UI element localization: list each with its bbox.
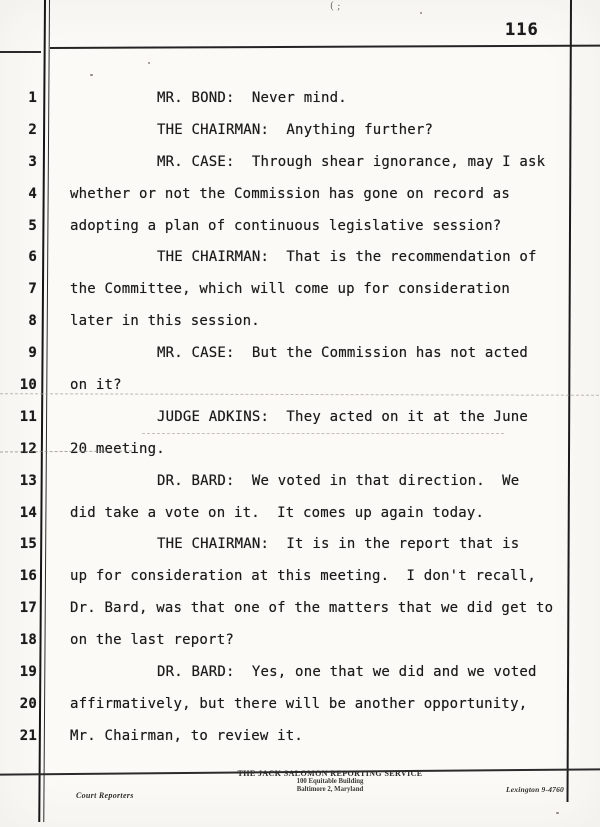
footer-address-line1: 100 Equitable Building [296,778,364,785]
transcript-line [0,281,600,313]
transcript-line [0,505,600,537]
line-number: 20 [19,695,37,712]
line-number: 17 [19,600,37,617]
line-number: 8 [28,313,37,330]
line-text: on it? [70,377,122,394]
line-text: DR. BARD: Yes, one that we did and we voted [157,664,537,681]
transcript-line [0,664,600,696]
line-text: 20 meeting. [70,440,165,457]
line-number: 4 [28,185,37,202]
line-number: 10 [19,377,37,394]
line-number: 3 [28,153,37,170]
transcript-body [0,90,600,760]
line-text: MR. BOND: Never mind. [157,90,347,106]
scan-speck [420,12,422,14]
footer-service-name: THE JACK SALOMON REPORTING SERVICE [237,769,423,778]
line-text: adopting a plan of continuous legislative session? [70,217,502,234]
line-number: 9 [28,345,37,362]
transcript-line [0,313,600,345]
transcript-line [0,154,600,186]
scan-speck [90,74,93,76]
transcript-line [0,441,600,473]
footer-reporting-service [220,770,440,793]
line-number: 21 [19,727,37,744]
footer-phone-number: Lexington 9-4760 [506,785,564,794]
line-text: whether or not the Commission has gone on record as [70,185,511,202]
line-number: 5 [28,217,37,234]
line-text: THE CHAIRMAN: That is the recommendation of [157,249,537,266]
footer-court-reporters: Court Reporters [76,791,134,800]
line-text: the Committee, which will come up for consideration [70,281,511,298]
line-number: 1 [28,90,37,106]
top-rule [50,45,600,49]
line-text: THE CHAIRMAN: Anything further? [157,121,434,138]
transcript-line [0,473,600,505]
transcript-line [0,568,600,600]
scan-speck [556,812,559,814]
transcript-line [0,600,600,632]
line-number: 2 [28,121,37,138]
top-rule-left-stub [0,51,41,53]
transcript-line [0,696,600,728]
line-number: 16 [19,568,37,585]
line-number: 12 [19,440,37,457]
line-text: MR. CASE: But the Commission has not acted [157,345,529,362]
line-text: later in this session. [70,313,260,330]
line-number: 7 [28,281,37,298]
transcript-line [0,249,600,281]
transcript-line [0,186,600,218]
transcript-line [0,122,600,154]
line-text: THE CHAIRMAN: It is in the report that is [157,536,520,553]
transcript-line [0,218,600,250]
line-text: up for consideration at this meeting. I don't recall, [70,568,536,585]
line-text: JUDGE ADKINS: They acted on it at the June [157,408,529,425]
line-number: 13 [19,472,37,489]
transcript-line [0,632,600,664]
line-number: 14 [19,504,37,521]
line-number: 19 [19,664,37,681]
scan-speck [148,62,150,64]
line-number: 6 [28,249,37,266]
line-number: 11 [19,408,37,425]
line-number: 18 [19,632,37,649]
line-text: did take a vote on it. It comes up again today. [70,504,485,521]
line-text: affirmatively, but there will be another opportunity, [70,695,528,712]
line-text: Mr. Chairman, to review it. [70,727,303,744]
page-number: 116 [505,20,539,40]
line-text: Dr. Bard, was that one of the matters that we did get to [70,600,554,617]
scan-artifact-mark: ( ; [330,1,341,12]
scan-crease [142,433,504,434]
line-text: on the last report? [70,632,234,649]
transcript-line [0,345,600,377]
line-text: MR. CASE: Through shear ignorance, may I ask [157,153,546,170]
line-text: DR. BARD: We voted in that direction. We [157,472,520,489]
transcript-line [0,536,600,568]
transcript-line [0,728,600,760]
line-number: 15 [19,536,37,553]
footer-address-line2: Baltimore 2, Maryland [296,785,364,793]
transcript-line [0,90,600,122]
transcript-line [0,409,600,441]
